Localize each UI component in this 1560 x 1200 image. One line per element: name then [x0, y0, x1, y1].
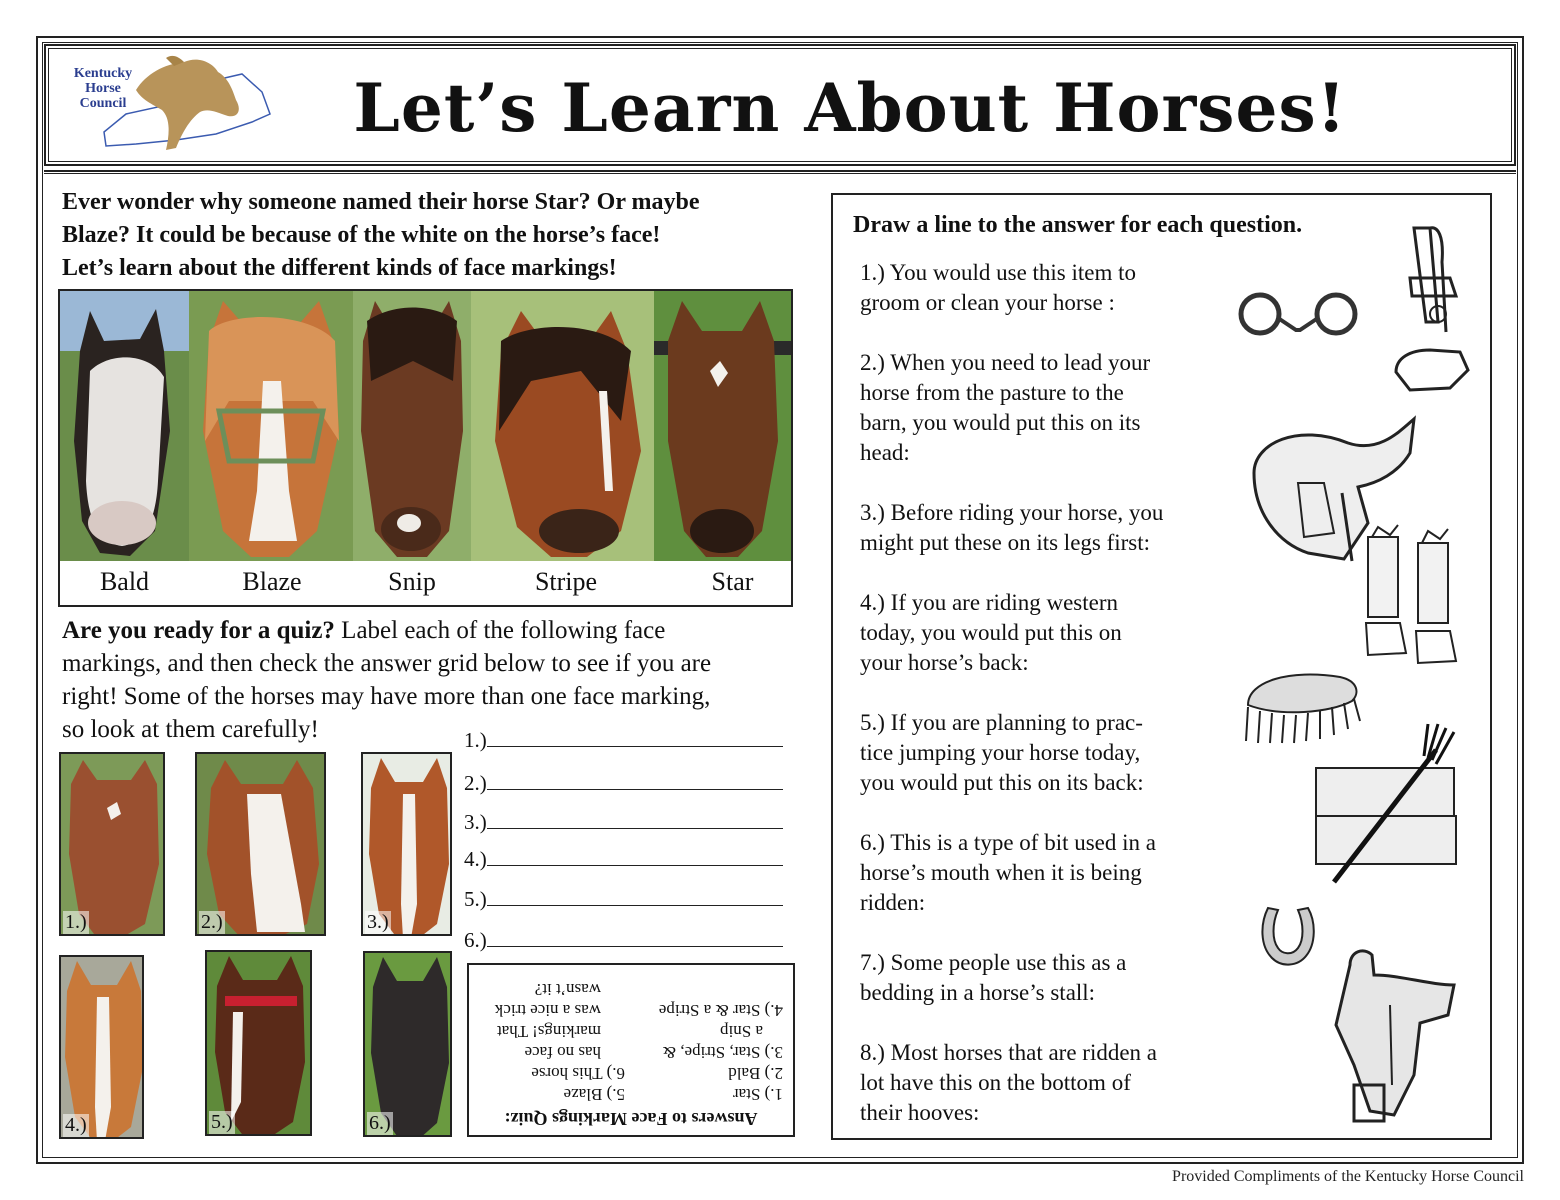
- quiz-photo-6: [363, 951, 452, 1137]
- horseshoe-icon[interactable]: [1258, 900, 1318, 968]
- marking-label-star: Star: [711, 567, 754, 596]
- question-8-line: 8.) Most horses that are ridden a: [860, 1040, 1158, 1065]
- header-divider: [44, 170, 1516, 174]
- quiz-photo-4: [59, 955, 144, 1139]
- question-2-line: head:: [860, 440, 910, 465]
- question-8: [860, 1038, 1210, 1128]
- answer-key-right-column: [495, 979, 625, 1105]
- question-1: [860, 258, 1210, 318]
- intro-text: [62, 186, 822, 285]
- marking-label-blaze: Blaze: [242, 567, 302, 596]
- answer-key-item: 5.) Blaze: [563, 1085, 625, 1104]
- question-4-line: your horse’s back:: [860, 650, 1029, 675]
- answer-key-title: Answers to Face Markings Quiz:: [504, 1109, 758, 1129]
- hay-pitchfork-icon[interactable]: [1308, 720, 1468, 886]
- answer-line-2[interactable]: [464, 771, 783, 796]
- logo-text-line-3: Council: [79, 96, 127, 111]
- question-5-line: you would put this on its back:: [860, 770, 1144, 795]
- intro-line-2: Blaze? It could be because of the white on the horse’s face!: [62, 222, 661, 248]
- bit-icon[interactable]: [1236, 286, 1360, 344]
- quiz-text-1: Label each of the following face: [334, 617, 666, 644]
- answer-key-item: 3.) Star, Stripe, &: [662, 1043, 783, 1062]
- question-3-line: might put these on its legs first:: [860, 530, 1151, 555]
- horse-photo-snip: [353, 291, 471, 561]
- horse-photo-stripe: [471, 291, 654, 561]
- intro-line-3: Let’s learn about the different kinds of face markings!: [62, 255, 617, 281]
- page-title: Let’s Learn About Horses!: [353, 69, 1347, 147]
- quiz-instructions: [62, 614, 822, 746]
- answer-line-label-6: 6.): [464, 928, 487, 952]
- answer-key-item: was a nice trick: [494, 1001, 601, 1020]
- intro-line-1: Ever wonder why someone named their horse Star? Or maybe: [62, 189, 700, 215]
- answer-key-item: markings! That: [496, 1022, 601, 1041]
- answer-key-item: 4.) Star & a Stripe: [658, 1001, 783, 1020]
- question-1-line: 1.) You would use this item to: [860, 260, 1137, 285]
- answer-key-item: 1.) Star: [732, 1085, 783, 1104]
- answer-line-label-5: 5.): [464, 887, 487, 911]
- question-5-line: tice jumping your horse today,: [860, 740, 1141, 765]
- answer-line-label-3: 3.): [464, 810, 487, 834]
- leg-wraps-icon[interactable]: [1358, 523, 1460, 665]
- marking-label-stripe: Stripe: [534, 567, 598, 596]
- face-markings-strip: [58, 289, 793, 607]
- answer-line-1[interactable]: [464, 728, 783, 753]
- question-7: [860, 948, 1210, 1008]
- answer-line-label-1: 1.): [464, 728, 487, 752]
- answer-line-3[interactable]: [464, 810, 783, 835]
- kentucky-horse-council-logo: [66, 52, 276, 156]
- question-7-line: 7.) Some people use this as a: [860, 950, 1127, 975]
- quiz-photo-label-6: 6.): [369, 1112, 391, 1134]
- question-1-line: groom or clean your horse :: [860, 290, 1115, 315]
- question-6: [860, 828, 1210, 918]
- matching-heading: Draw a line to the answer for each question.: [853, 212, 1303, 238]
- answer-key-item: 2.) Bald: [728, 1064, 783, 1083]
- quiz-photo-label-2: 2.): [201, 911, 223, 933]
- answer-key-upside-down: [469, 965, 793, 1135]
- quiz-photo-label-4: 4.): [65, 1114, 87, 1136]
- answer-key-item: 6.) This horse: [531, 1064, 625, 1083]
- answer-key-box: [467, 963, 795, 1137]
- question-8-line: their hooves:: [860, 1100, 980, 1125]
- question-2-line: 2.) When you need to lead your: [860, 350, 1151, 375]
- quiz-line-2: markings, and then check the answer grid below to see if you are: [62, 650, 712, 677]
- footer-credit: Provided Compliments of the Kentucky Horse Council: [1172, 1168, 1524, 1185]
- answer-line-5[interactable]: [464, 887, 783, 912]
- question-2-line: horse from the pasture to the: [860, 380, 1124, 405]
- question-4-line: 4.) If you are riding western: [860, 590, 1119, 615]
- answer-line-4[interactable]: [464, 847, 783, 872]
- quiz-line-4: so look at them carefully!: [62, 716, 319, 743]
- quiz-photo-2: [195, 752, 326, 936]
- answer-key-item: wasn’t it?: [534, 980, 601, 999]
- answer-key-item: a Snip: [720, 1022, 763, 1041]
- answer-key-left-column: [659, 1000, 783, 1105]
- quiz-line-3: right! Some of the horses may have more than one face marking,: [62, 683, 711, 710]
- horse-photo-bald: [60, 291, 189, 561]
- quiz-lead: Are you ready for a quiz?: [62, 617, 335, 644]
- question-5: [860, 708, 1210, 798]
- marking-label-snip: Snip: [388, 567, 436, 596]
- question-6-line: 6.) This is a type of bit used in a: [860, 830, 1156, 855]
- logo-text-line-1: Kentucky: [73, 66, 133, 81]
- question-7-line: bedding in a horse’s stall:: [860, 980, 1096, 1005]
- question-4: [860, 588, 1210, 678]
- horse-photo-star: [654, 291, 791, 561]
- question-2: [860, 348, 1210, 468]
- quiz-photo-5: [205, 950, 312, 1136]
- answer-line-label-2: 2.): [464, 771, 487, 795]
- question-3: [860, 498, 1210, 558]
- marking-label-bald: Bald: [99, 567, 150, 596]
- quiz-photo-label-3: 3.): [367, 911, 389, 933]
- question-4-line: today, you would put this on: [860, 620, 1122, 645]
- horse-photo-blaze: [189, 291, 353, 561]
- western-saddle-icon[interactable]: [1330, 945, 1462, 1129]
- quiz-photo-1: [59, 752, 165, 936]
- quiz-photo-label-1: 1.): [65, 911, 87, 933]
- question-3-line: 3.) Before riding your horse, you: [860, 500, 1164, 525]
- logo-text-line-2: Horse: [85, 81, 121, 96]
- answer-key-item: has no face: [524, 1043, 601, 1062]
- question-6-line: ridden:: [860, 890, 926, 915]
- question-5-line: 5.) If you are planning to prac-: [860, 710, 1143, 735]
- question-8-line: lot have this on the bottom of: [860, 1070, 1131, 1095]
- halter-icon[interactable]: [1390, 222, 1474, 398]
- answer-line-6[interactable]: [464, 928, 783, 953]
- answer-line-label-4: 4.): [464, 847, 487, 871]
- quiz-photo-3: [361, 752, 452, 936]
- quiz-photo-label-5: 5.): [211, 1111, 233, 1133]
- question-2-line: barn, you would put this on its: [860, 410, 1141, 435]
- question-6-line: horse’s mouth when it is being: [860, 860, 1142, 885]
